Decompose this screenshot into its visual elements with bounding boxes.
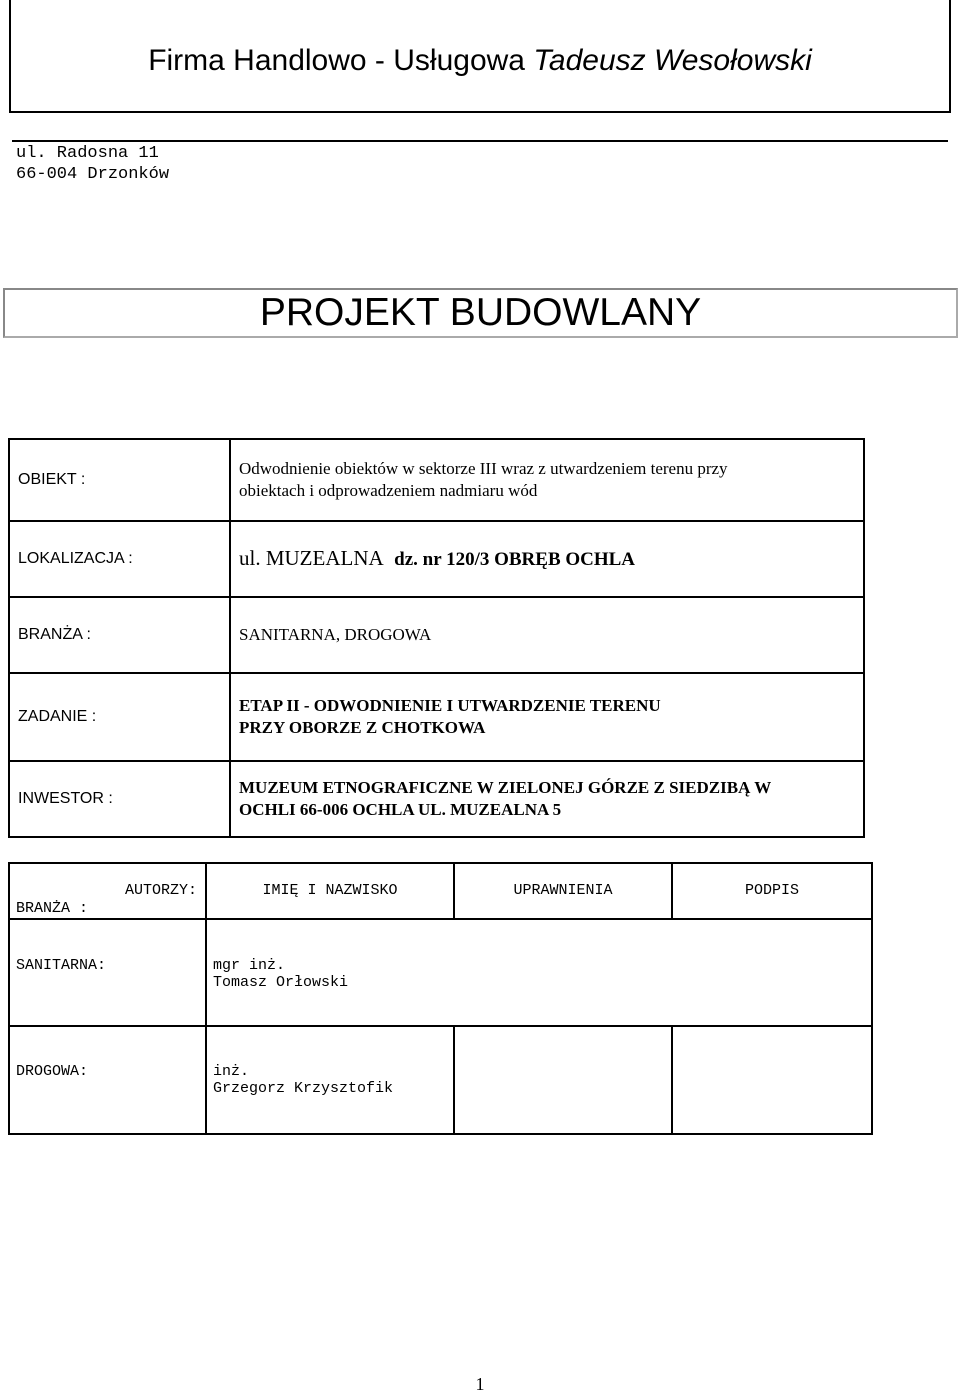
author-name-cell: [206, 919, 872, 1026]
authors-header-name: IMIĘ I NAZWISKO: [262, 882, 398, 899]
row-branza: [9, 597, 864, 673]
lokalizacja-value: [230, 521, 864, 597]
project-title: PROJEKT BUDOWLANY: [259, 291, 702, 334]
authors-header-branza: BRANŻA :: [16, 900, 89, 917]
lokalizacja-street: ul. MUZEALNA: [239, 546, 384, 570]
authors-table: [8, 862, 873, 1135]
obiekt-line-1: Odwodnienie obiektów w sektorze III wraz z utwardzeniem terenu przy: [239, 459, 728, 478]
authors-header-rights: UPRAWNIENIA: [513, 882, 613, 899]
author-sign-cell: [672, 1026, 872, 1134]
page-number: 1: [475, 1374, 485, 1394]
company-name: Firma Handlowo - Usługowa Tadeusz Wesołowski: [148, 44, 812, 77]
obiekt-label: OBIEKT :: [9, 439, 230, 521]
author-branch: SANITARNA:: [16, 957, 107, 974]
authors-header-sign-cell: [672, 863, 872, 919]
project-info-table: [8, 438, 865, 838]
obiekt-value: [230, 439, 864, 521]
row-zadanie: [9, 673, 864, 761]
address-line-1: ul. Radosna 11: [16, 144, 159, 163]
author-title: mgr inż.: [213, 957, 286, 974]
inwestor-value: [230, 761, 864, 837]
row-lokalizacja: [9, 521, 864, 597]
obiekt-line-2: obiektach i odprowadzeniem nadmiaru wód: [239, 481, 538, 500]
authors-header-row: [9, 863, 872, 919]
inwestor-line-1: MUZEUM ETNOGRAFICZNE W ZIELONEJ GÓRZE Z SIEDZIBĄ W: [239, 778, 772, 797]
authors-header-autorzy: AUTORZY:: [124, 882, 197, 899]
authors-header-sign: PODPIS: [744, 882, 799, 899]
author-row-drogowa: [9, 1026, 872, 1134]
lokalizacja-plot: dz. nr 120/3 OBRĘB OCHLA: [394, 549, 636, 570]
author-title: inż.: [213, 1063, 250, 1080]
address-line-2: 66-004 Drzonków: [16, 165, 170, 184]
inwestor-label: INWESTOR :: [9, 761, 230, 837]
row-obiekt: [9, 439, 864, 521]
author-branch: DROGOWA:: [16, 1063, 89, 1080]
authors-header-rights-cell: [454, 863, 672, 919]
zadanie-label: ZADANIE :: [9, 673, 230, 761]
authors-header-branch-cell: [9, 863, 206, 919]
address-rule: [12, 140, 948, 142]
author-name: Tomasz Orłowski: [213, 974, 349, 991]
author-branch-cell: [9, 1026, 206, 1134]
author-rights-cell: [454, 1026, 672, 1134]
author-name: Grzegorz Krzysztofik: [213, 1080, 394, 1097]
row-inwestor: [9, 761, 864, 837]
zadanie-line-2: PRZY OBORZE Z CHOTKOWA: [239, 718, 486, 737]
author-name-cell: [206, 1026, 454, 1134]
author-branch-cell: [9, 919, 206, 1026]
lokalizacja-label: LOKALIZACJA :: [9, 521, 230, 597]
author-row-sanitarna: [9, 919, 872, 1026]
authors-header-name-cell: [206, 863, 454, 919]
branza-label: BRANŻA :: [9, 597, 230, 673]
zadanie-line-1: ETAP II - ODWODNIENIE I UTWARDZENIE TERENU: [239, 696, 661, 715]
inwestor-line-2: OCHLI 66-006 OCHLA UL. MUZEALNA 5: [239, 800, 562, 819]
branza-value: SANITARNA, DROGOWA: [230, 597, 864, 673]
company-owner: Tadeusz Wesołowski: [533, 44, 812, 77]
zadanie-value: [230, 673, 864, 761]
